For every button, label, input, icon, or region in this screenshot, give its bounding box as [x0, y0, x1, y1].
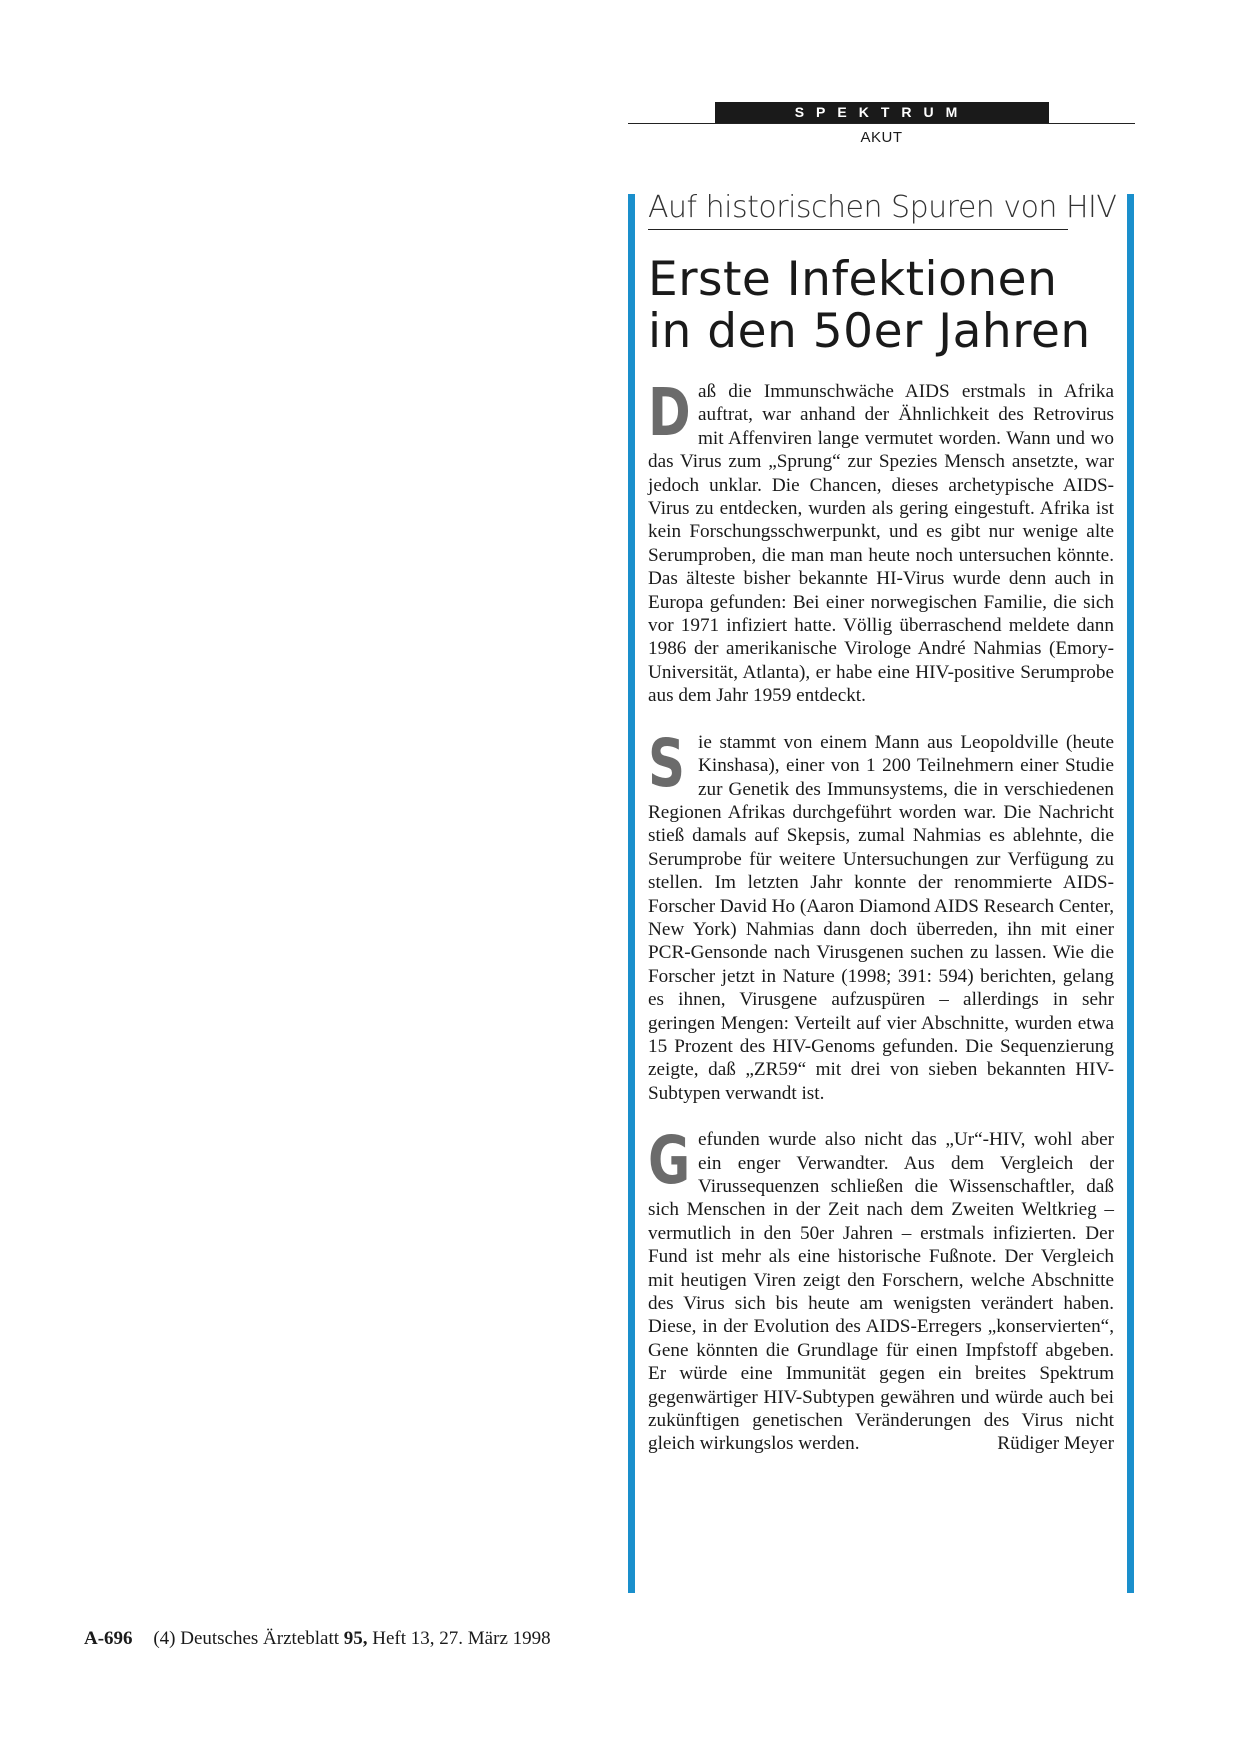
subsection-label: AKUT — [860, 129, 903, 146]
headline-line-2: in den 50er Jahren — [648, 304, 1091, 359]
paragraph-text: aß die Immunschwäche AIDS erstmals in Afrika auftrat, war anhand der Ähnlichkeit des Retrovirus mit Affenviren lange vermutet worden. Wann und wo das Virus zum „Sprung“ zur Spezies Mensch ansetzte, war jedoch unklar. Die Chancen, dieses archetypische AIDS-Virus zu entdecken, wurden als gering eingestuft. Afrika ist kein Forschungsschwerpunkt, und es gibt nur wenige alte Serumproben, die man man heute noch untersuchen könnte. Das älteste bisher bekannte HI-Virus wurde denn auch in Europa gefunden: Bei einer norwegischen Familie, die sich vor 1971 infiziert hatte. Völlig überraschend meldete dann 1986 der amerikanische Virologe André Nahmias (Emory-Universität, Atlanta), er habe eine HIV-positive Serumprobe aus dem Jahr 1959 entdeckt. — [648, 381, 1114, 707]
drop-cap: G — [648, 1122, 691, 1200]
headline-line-1: Erste Infektionen — [648, 252, 1058, 307]
article-kicker: Auf historischen Spuren von HIV — [648, 190, 1068, 230]
right-accent-bar — [1127, 194, 1134, 1593]
section-header — [628, 102, 1135, 150]
issue-date: Heft 13, 27. März 1998 — [372, 1628, 551, 1649]
page-footer — [84, 1628, 551, 1650]
article-paragraph-3 — [648, 1122, 1114, 1456]
journal-name: Deutsches Ärzteblatt — [180, 1628, 340, 1649]
volume-number: 95, — [343, 1628, 368, 1649]
drop-cap: S — [648, 724, 686, 802]
page-id: A-696 — [84, 1628, 133, 1649]
article-body — [648, 374, 1115, 1479]
section-label: SPEKTRUM — [715, 102, 1049, 123]
article-paragraph-1 — [648, 374, 1114, 708]
left-accent-bar — [628, 194, 635, 1593]
article-headline — [648, 254, 1118, 358]
article-paragraph-2 — [648, 724, 1115, 1106]
drop-cap: D — [648, 374, 691, 451]
paragraph-text: ie stammt von einem Mann aus Leopoldville (heute Kinshasa), einer von 1 200 Teilnehmern einer Studie zur Genetik des Immunsystems, die in verschiedenen Regionen Afrikas durchgeführt worden war. Die Nachricht stieß damals auf Skepsis, zumal Nahmias es ablehnte, die Serumprobe für weitere Untersuchungen zur Verfügung zu stellen. Im letzten Jahr konnte der renommierte AIDS-Forscher David Ho (Aaron Diamond AIDS Research Center, New York) Nahmias dann doch überreden, ihn mit einer PCR-Gensonde nach Virusgenen suchen zu lassen. Wie die Forscher jetzt in Nature (1998; 391: 594) berichten, gelang es ihnen, Virusgene aufzuspüren – allerdings in sehr geringen Mengen: Verteilt auf vier Abschnitte, wurden etwa 15 Prozent des HIV-Genoms gefunden. Die Sequenzierung zeigte, daß „ZR59“ mit drei von sieben bekannten HIV-Subtypen verwandt ist. — [648, 731, 1115, 1104]
header-rule — [628, 123, 1135, 124]
local-page-number: (4) — [153, 1628, 176, 1649]
author-name: Rüdiger Meyer — [997, 1433, 1114, 1455]
paragraph-text: efunden wurde also nicht das „Ur“-HIV, wohl aber ein enger Verwandter. Aus dem Vergleich der Virussequenzen schließen die Wissenschaftler, daß sich Menschen in der Zeit nach dem Zweiten Weltkrieg – vermutlich in den 50er Jahren – erstmals infizierten. Der Fund ist mehr als eine historische Fußnote. Der Vergleich mit heutigen Viren zeigt den Forschern, welche Abschnitte des Virus sich bis heute am wenigsten verändert haben. Diese, in der Evolution des AIDS-Erregers „konservierten“, Gene könnten die Grundlage für einen Impfstoff abgeben. Er würde eine Immunität gegen ein breites Spektrum gegenwärtiger HIV-Subtypen gewähren und würde auch bei zukünftigen genetischen Veränderungen des Virus nicht gleich wirkungslos werden. — [648, 1129, 1114, 1455]
